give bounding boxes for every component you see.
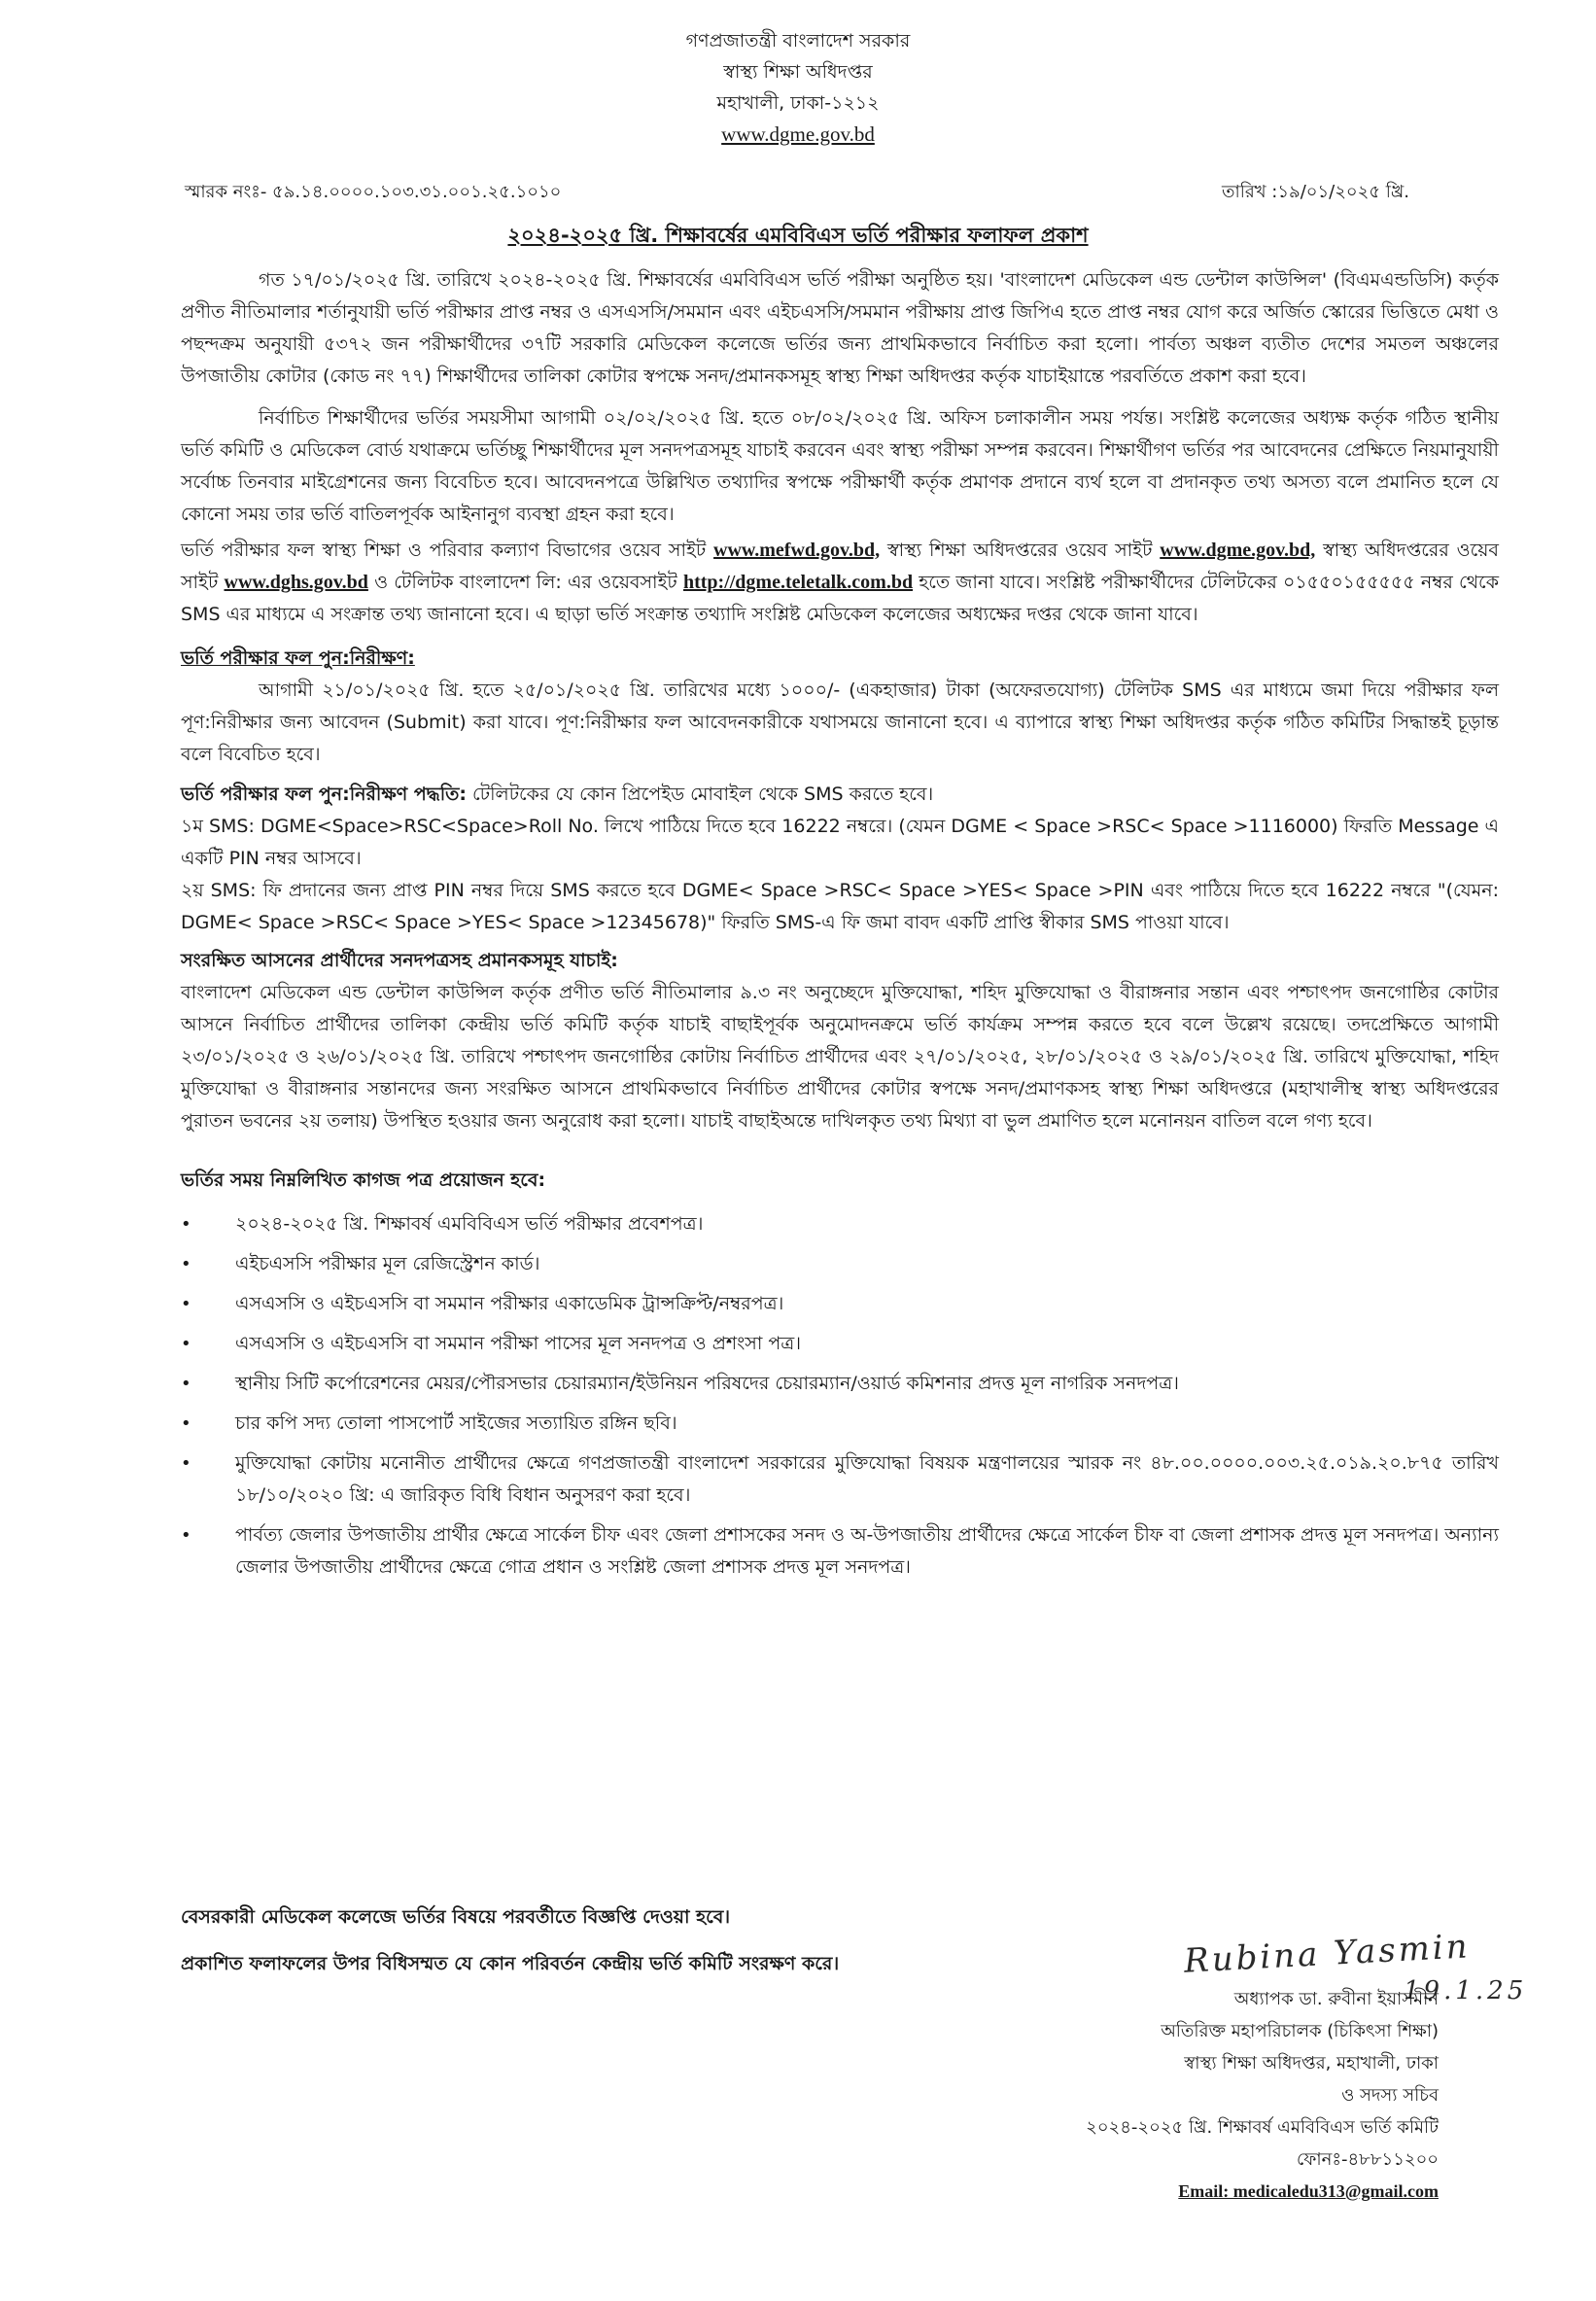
teletalk-website-link[interactable]: http://dgme.teletalk.com.bd [682,572,914,593]
reserved-text: বাংলাদেশ মেডিকেল এন্ড ডেন্টাল কাউন্সিল কর্তৃক প্রণীত ভর্তি নীতিমালার ৯.৩ নং অনুচ্ছেদে মুক্তিযোদ্ধা, শহিদ মুক্তিযোদ্ধা ও বীরাঙ্গনার সন্তান এবং পশ্চাৎপদ জনগোষ্ঠির কোটার আসনে নির্বাচিত প্রার্থীদের তালিকা কেন্দ্রীয় ভর্তি কমিটি কর্তৃক যাচাই বাছাইপূর্বক অনুমোদনক্রমে ভর্তি কার্যক্রম সম্পন্ন করতে হবে বলে উল্লেখ রয়েছে। তদপ্রেক্ষিতে আগামী ২৩/০১/২০২৫ ও ২৬/০১/২০২৫ খ্রি. তারিখে পশ্চাৎপদ জনগোষ্ঠির কোটায় নির্বাচিত প্রার্থীদের এবং ২৭/০১/২০২৫, ২৮/০১/২০২৫ ও ২৯/০১/২০২৫ খ্রি. তারিখে মুক্তিযোদ্ধা, শহিদ মুক্তিযোদ্ধা ও বীরাঙ্গনার সন্তানদের জন্য সংরক্ষিত আসনে প্রাথমিকভাবে নির্বাচিত প্রার্থীদের কোটার স্বপক্ষে সনদ/প্রমাণকসহ স্বাস্থ্য শিক্ষা অধিদপ্তরে (মহাখালীস্থ স্বাস্থ্য অধিদপ্তরের পুরাতন ভবনের ২য় তলায়) উপস্থিত হওয়ার জন্য অনুরোধ করা হলো। যাচাই বাছাইঅন্তে দাখিলকৃত তথ্য মিথ্যা বা ভুল প্রমাণিত হলে মনোনয়ন বাতিল বলে গণ্য হবে। [181,982,1499,1132]
signatory-block [972,1983,1439,2208]
para-result-summary: গত ১৭/০১/২০২৫ খ্রি. তারিখে ২০২৪-২০২৫ খ্রি. শিক্ষাবর্ষের এমবিবিএস ভর্তি পরীক্ষা অনুষ্ঠিত হয়। 'বাংলাদেশ মেডিকেল এন্ড ডেন্টাল কাউন্সিল' (বিএমএন্ডডিসি) কর্তৃক প্রণীত নীতিমালার শর্তানুযায়ী ভর্তি পরীক্ষার প্রাপ্ত নম্বর ও এসএসসি/সমমান এবং এইচএসসি/সমমান পরীক্ষায় প্রাপ্ত জিপিএ হতে প্রাপ্ত নম্বর যোগ করে অর্জিত স্কোরের ভিত্তিতে মেধা ও পছন্দক্রম অনুযায়ী ৫৩৭২ জন পরীক্ষার্থীদের ৩৭টি সরকারি মেডিকেল কলেজে ভর্তির জন্য প্রাথমিকভাবে নির্বাচিত করা হলো। পার্বত্য অঞ্চল ব্যতীত দেশের সমতল অঞ্চলের উপজাতীয় কোটার (কোড নং ৭৭) শিক্ষার্থীদের তালিকা কোটার স্বপক্ষে সনদ/প্রমানকসমূহ স্বাস্থ্য শিক্ষা অধিদপ্তর কর্তৃক যাচাইয়ান্তে পরবর্তিতে প্রকাশ করা হবে। [181,269,1499,387]
office-address: মহাখালী, ঢাকা-১২১২ [716,92,880,114]
list-item: • এসএসসি ও এইচএসসি বা সমমান পরীক্ষা পাসের মূল সনদপত্র ও প্রশংসা পত্র। [181,1333,802,1354]
list-item: • এসএসসি ও এইচএসসি বা সমমান পরীক্ষার একাডেমিক ট্রান্সক্রিপ্ট/নম্বরপত্র। [181,1293,784,1314]
handwritten-signature: Rubina Yasmin [1183,1927,1472,1981]
para-result-websites: ভর্তি পরীক্ষার ফল স্বাস্থ্য শিক্ষা ও পরিবার কল্যাণ বিভাগের ওয়েব সাইট www.mefwd.gov.bd, স্বাস্থ্য শিক্ষা অধিদপ্তরের ওয়েব সাইট www.dgme.gov.bd, স্বাস্থ্য অধিদপ্তরের ওয়েব সাইট www.dghs.gov.bd ও টেলিটক বাংলাদেশ লি: এর ওয়েবসাইট http://dgme.teletalk.com.bd হতে জানা যাবে। সংশ্লিষ্ট পরীক্ষার্থীদের টেলিটকের ০১৫৫০১৫৫৫৫৫ নম্বর থেকে SMS এর মাধ্যমে এ সংক্রান্ত তথ্য জানানো হবে। এ ছাড়া ভর্তি সংক্রান্ত তথ্যাদি সংশ্লিষ্ট মেডিকেল কলেজের অধ্যক্ষের দপ্তর থেকে জানা যাবে। [181,540,1499,625]
govt-name: গণপ্রজাতন্ত্রী বাংলাদেশ সরকার [685,30,911,52]
memo-number: স্মারক নংঃ- ৫৯.১৪.০০০০.১০৩.৩১.০০১.২৫.১০১০ [185,182,562,202]
closing-private-colleges: বেসরকারী মেডিকেল কলেজে ভর্তির বিষয়ে পরবর্তীতে বিজ্ঞপ্তি দেওয়া হবে। [181,1906,731,1928]
signatory-office: স্বাস্থ্য শিক্ষা অধিদপ্তর, মহাখালী, ঢাকা [1184,2053,1439,2074]
signatory-committee: ২০২৪-২০২৫ খ্রি. শিক্ষাবর্ষ এমবিবিএস ভর্তি কমিটি [1086,2117,1439,2138]
method-sms2: ২য় SMS: ফি প্রদানের জন্য প্রাপ্ত PIN নম্বর দিয়ে SMS করতে হবে DGME< Space >RSC< Space >YES< Space >PIN এবং পাঠিয়ে দিতে হবে 16222 নম্বরে "(যেমন: DGME< Space >RSC< Space >YES< Space >12345678)" ফিরতি SMS-এ ফি জমা বাবদ একটি প্রাপ্তি স্বীকার SMS পাওয়া যাবে। [181,880,1499,933]
list-item: • পার্বত্য জেলার উপজাতীয় প্রার্থীর ক্ষেত্রে সার্কেল চীফ এবং জেলা প্রশাসকের সনদ ও অ-উপজাতীয় প্রার্থীদের ক্ষেত্রে সার্কেল চীফ বা জেলা প্রশাসক প্রদত্ত মূল সনদপত্র। অন্যান্য জেলার উপজাতীয় প্রার্থীদের ক্ষেত্রে গোত্র প্রধান ও সংশ্লিষ্ট জেলা প্রশাসক প্রদত্ত মূল সনদপত্র। [181,1524,1500,1578]
method-heading: ভর্তি পরীক্ষার ফল পুন:নিরীক্ষণ পদ্ধতি: [181,784,467,805]
method-sms1: ১ম SMS: DGME<Space>RSC<Space>Roll No. লিখে পাঠিয়ে দিতে হবে 16222 নম্বরে। (যেমন DGME < Space >RSC< Space >1116000) ফিরতি Message এ একটি PIN নম্বর আসবে। [181,816,1499,869]
dghs-website-link[interactable]: www.dghs.gov.bd [224,572,368,593]
documents-heading: ভর্তির সময় নিম্নলিখিত কাগজ পত্র প্রয়োজন হবে: [181,1169,546,1191]
list-item: • এইচএসসি পরীক্ষার মূল রেজিস্ট্রেশন কার্ড। [181,1253,540,1274]
list-item: • চার কপি সদ্য তোলা পাসপোর্ট সাইজের সত্যায়িত রঙ্গিন ছবি। [181,1412,677,1434]
reserved-heading: সংরক্ষিত আসনের প্রার্থীদের সনদপত্রসহ প্রমানকসমূহ যাচাই: [181,950,618,971]
notice-title: ২০২৪-২০২৫ খ্রি. শিক্ষাবর্ষের এমবিবিএস ভর্তি পরীক্ষার ফলাফল প্রকাশ [507,224,1089,247]
handwritten-sign-date: 19.1.25 [1404,1976,1528,2005]
office-website-link[interactable]: www.dgme.gov.bd [721,122,875,146]
mefwd-website-link[interactable]: www.mefwd.gov.bd, [713,540,881,561]
signatory-designation: অতিরিক্ত মহাপরিচালক (চিকিৎসা শিক্ষা) [1161,2021,1439,2041]
method-intro: টেলিটকের যে কোন প্রিপেইড মোবাইল থেকে SMS করতে হবে। [467,784,934,805]
review-text: আগামী ২১/০১/২০২৫ খ্রি. হতে ২৫/০১/২০২৫ খ্রি. তারিখের মধ্যে ১০০০/- (একহাজার) টাকা (অফেরতযোগ্য) টেলিটক SMS এর মাধ্যমে জমা দিয়ে পরীক্ষার ফল পূণ:নিরীক্ষার জন্য আবেদন (Submit) করা যাবে। পূণ:নিরীক্ষার ফল আবেদনকারীকে যথাসময়ে জানানো হবে। এ ব্যাপারে স্বাস্থ্য শিক্ষা অধিদপ্তর কর্তৃক গঠিত কমিটির সিদ্ধান্তই চূড়ান্ত বলে বিবেচিত হবে। [181,680,1499,765]
letterhead [0,25,1596,150]
list-item: • স্থানীয় সিটি কর্পোরেশনের মেয়র/পৌরসভার চেয়ারম্যান/ইউনিয়ন পরিষদের চেয়ারম্যান/ওয়ার্ড কমিশনার প্রদত্ত মূল নাগরিক সনদপত্র। [181,1373,1179,1394]
list-item: • মুক্তিযোদ্ধা কোটায় মনোনীত প্রার্থীদের ক্ষেত্রে গণপ্রজাতন্ত্রী বাংলাদেশ সরকারের মুক্তিযোদ্ধা বিষয়ক মন্ত্রণালয়ের স্মারক নং ৪৮.০০.০০০০.০০৩.২৫.০১৯.২০.৮৭৫ তারিখ ১৮/১০/২০২০ খ্রি: এ জারিকৃত বিধি বিধান অনুসরণ করা হবে। [181,1452,1499,1506]
documents-list [181,1208,1499,1584]
method-section [181,779,1499,811]
list-item: • ২০২৪-২০২৫ খ্রি. শিক্ষাবর্ষ এমবিবিএস ভর্তি পরীক্ষার প্রবেশপত্র। [181,1213,704,1235]
notice-date: তারিখ :১৯/০১/২০২৫ খ্রি. [1221,182,1409,202]
signatory-name: অধ্যাপক ডা. রুবীনা ইয়াসমীন [1233,1989,1439,2009]
dgme-website-link[interactable]: www.dgme.gov.bd, [1160,540,1316,561]
signatory-phone: ফোনঃ-৪৮৮১১২০০ [1296,2149,1439,2170]
para-admission-timeline: নির্বাচিত শিক্ষার্থীদের ভর্তির সময়সীমা আগামী ০২/০২/২০২৫ খ্রি. হতে ০৮/০২/২০২৫ খ্রি. অফিস চলাকালীন সময় পর্যন্ত। সংশ্লিষ্ট কলেজের অধ্যক্ষ কর্তৃক গঠিত স্থানীয় ভর্তি কমিটি ও মেডিকেল বোর্ড যথাক্রমে ভর্তিচ্ছু শিক্ষার্থীদের মূল সনদপত্রসমূহ যাচাই করবেন এবং স্বাস্থ্য পরীক্ষা সম্পন্ন করবেন। শিক্ষার্থীগণ ভর্তির পর আবেদনের প্রেক্ষিতে নিয়মানুযায়ী সর্বোচ্চ তিনবার মাইগ্রেশনের জন্য বিবেচিত হবে। আবেদনপত্রে উল্লিখিত তথ্যাদির স্বপক্ষে পরীক্ষার্থী কর্তৃক প্রমাণক প্রদানে ব্যর্থ হলে বা প্রদানকৃত তথ্য অসত্য বলে প্রমানিত হলে যে কোনো সময় তার ভর্তি বাতিলপূর্বক আইনানুগ ব্যবস্থা গ্রহন করা হবে। [181,407,1499,525]
signatory-role: ও সদস্য সচিব [1341,2085,1439,2106]
signatory-email-link[interactable]: Email: medicaledu313@gmail.com [1178,2181,1439,2201]
directorate-name: স্বাস্থ্য শিক্ষা অধিদপ্তর [723,61,873,83]
closing-rights-reserved: প্রকাশিত ফলাফলের উপর বিধিসম্মত যে কোন পরিবর্তন কেন্দ্রীয় ভর্তি কমিটি সংরক্ষণ করে। [181,1953,840,1974]
review-heading: ভর্তি পরীক্ষার ফল পুন:নিরীক্ষণ: [181,647,415,669]
notice-body [181,264,1499,1591]
